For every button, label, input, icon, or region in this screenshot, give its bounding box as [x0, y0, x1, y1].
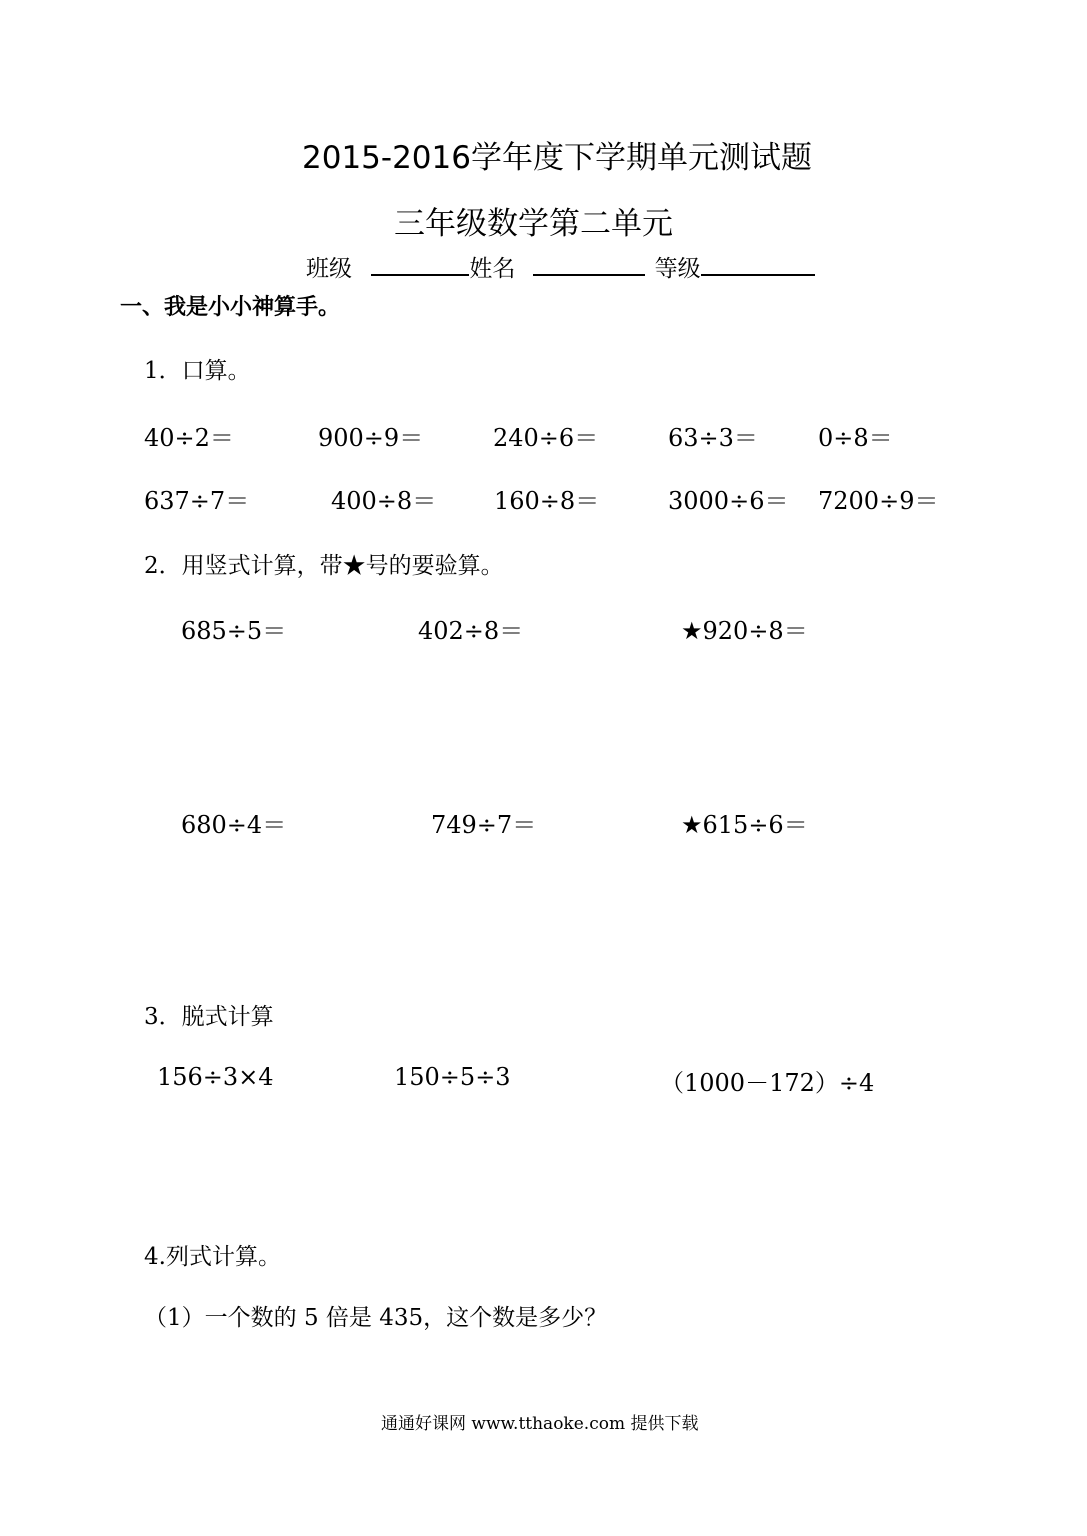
vertical-problem: 402÷8＝ — [418, 617, 524, 645]
name-blank[interactable] — [533, 252, 645, 276]
oral-problem: 637÷7＝ — [144, 487, 250, 515]
word-problem: （1）一个数的 5 倍是 435，这个数是多少？ — [144, 1305, 608, 1331]
class-label: 班级 — [306, 256, 352, 282]
section-heading: 一、我是小小神算手。 — [120, 295, 341, 320]
class-blank[interactable] — [371, 252, 469, 276]
vertical-problem: 749÷7＝ — [431, 811, 537, 839]
oral-problem: 240÷6＝ — [493, 424, 599, 452]
name-label: 姓名 — [469, 256, 516, 282]
page-title: 2015-2016学年度下学期单元测试题 — [302, 140, 812, 176]
vertical-problem: 680÷4＝ — [181, 811, 287, 839]
question-2-title: 2．用竖式计算，带★号的要验算。 — [144, 553, 504, 579]
oral-problem: 40÷2＝ — [144, 424, 234, 452]
oral-problem: 3000÷6＝ — [668, 487, 789, 515]
oral-problem: 900÷9＝ — [318, 424, 424, 452]
vertical-problem: 685÷5＝ — [181, 617, 287, 645]
stepwise-problem: （1000－172）÷4 — [660, 1069, 875, 1097]
oral-problem: 400÷8＝ — [331, 487, 437, 515]
student-info-line — [306, 250, 815, 283]
question-3-title: 3．脱式计算 — [144, 1004, 274, 1030]
page-subtitle: 三年级数学第二单元 — [394, 206, 673, 242]
question-1-title: 1．口算。 — [144, 358, 251, 384]
vertical-problem: ★920÷8＝ — [681, 617, 808, 645]
grade-blank[interactable] — [701, 252, 815, 276]
oral-problem: 160÷8＝ — [494, 487, 600, 515]
oral-problem: 63÷3＝ — [668, 424, 758, 452]
stepwise-problem: 150÷5÷3 — [394, 1063, 511, 1091]
question-4-title: 4.列式计算。 — [144, 1244, 281, 1270]
oral-problem: 7200÷9＝ — [818, 487, 939, 515]
stepwise-problem: 156÷3×4 — [157, 1063, 274, 1091]
oral-problem: 0÷8＝ — [818, 424, 893, 452]
grade-label: 等级 — [654, 256, 701, 282]
footer-credit: 通通好课网 www.tthaoke.com 提供下载 — [381, 1414, 699, 1434]
vertical-problem: ★615÷6＝ — [681, 811, 808, 839]
